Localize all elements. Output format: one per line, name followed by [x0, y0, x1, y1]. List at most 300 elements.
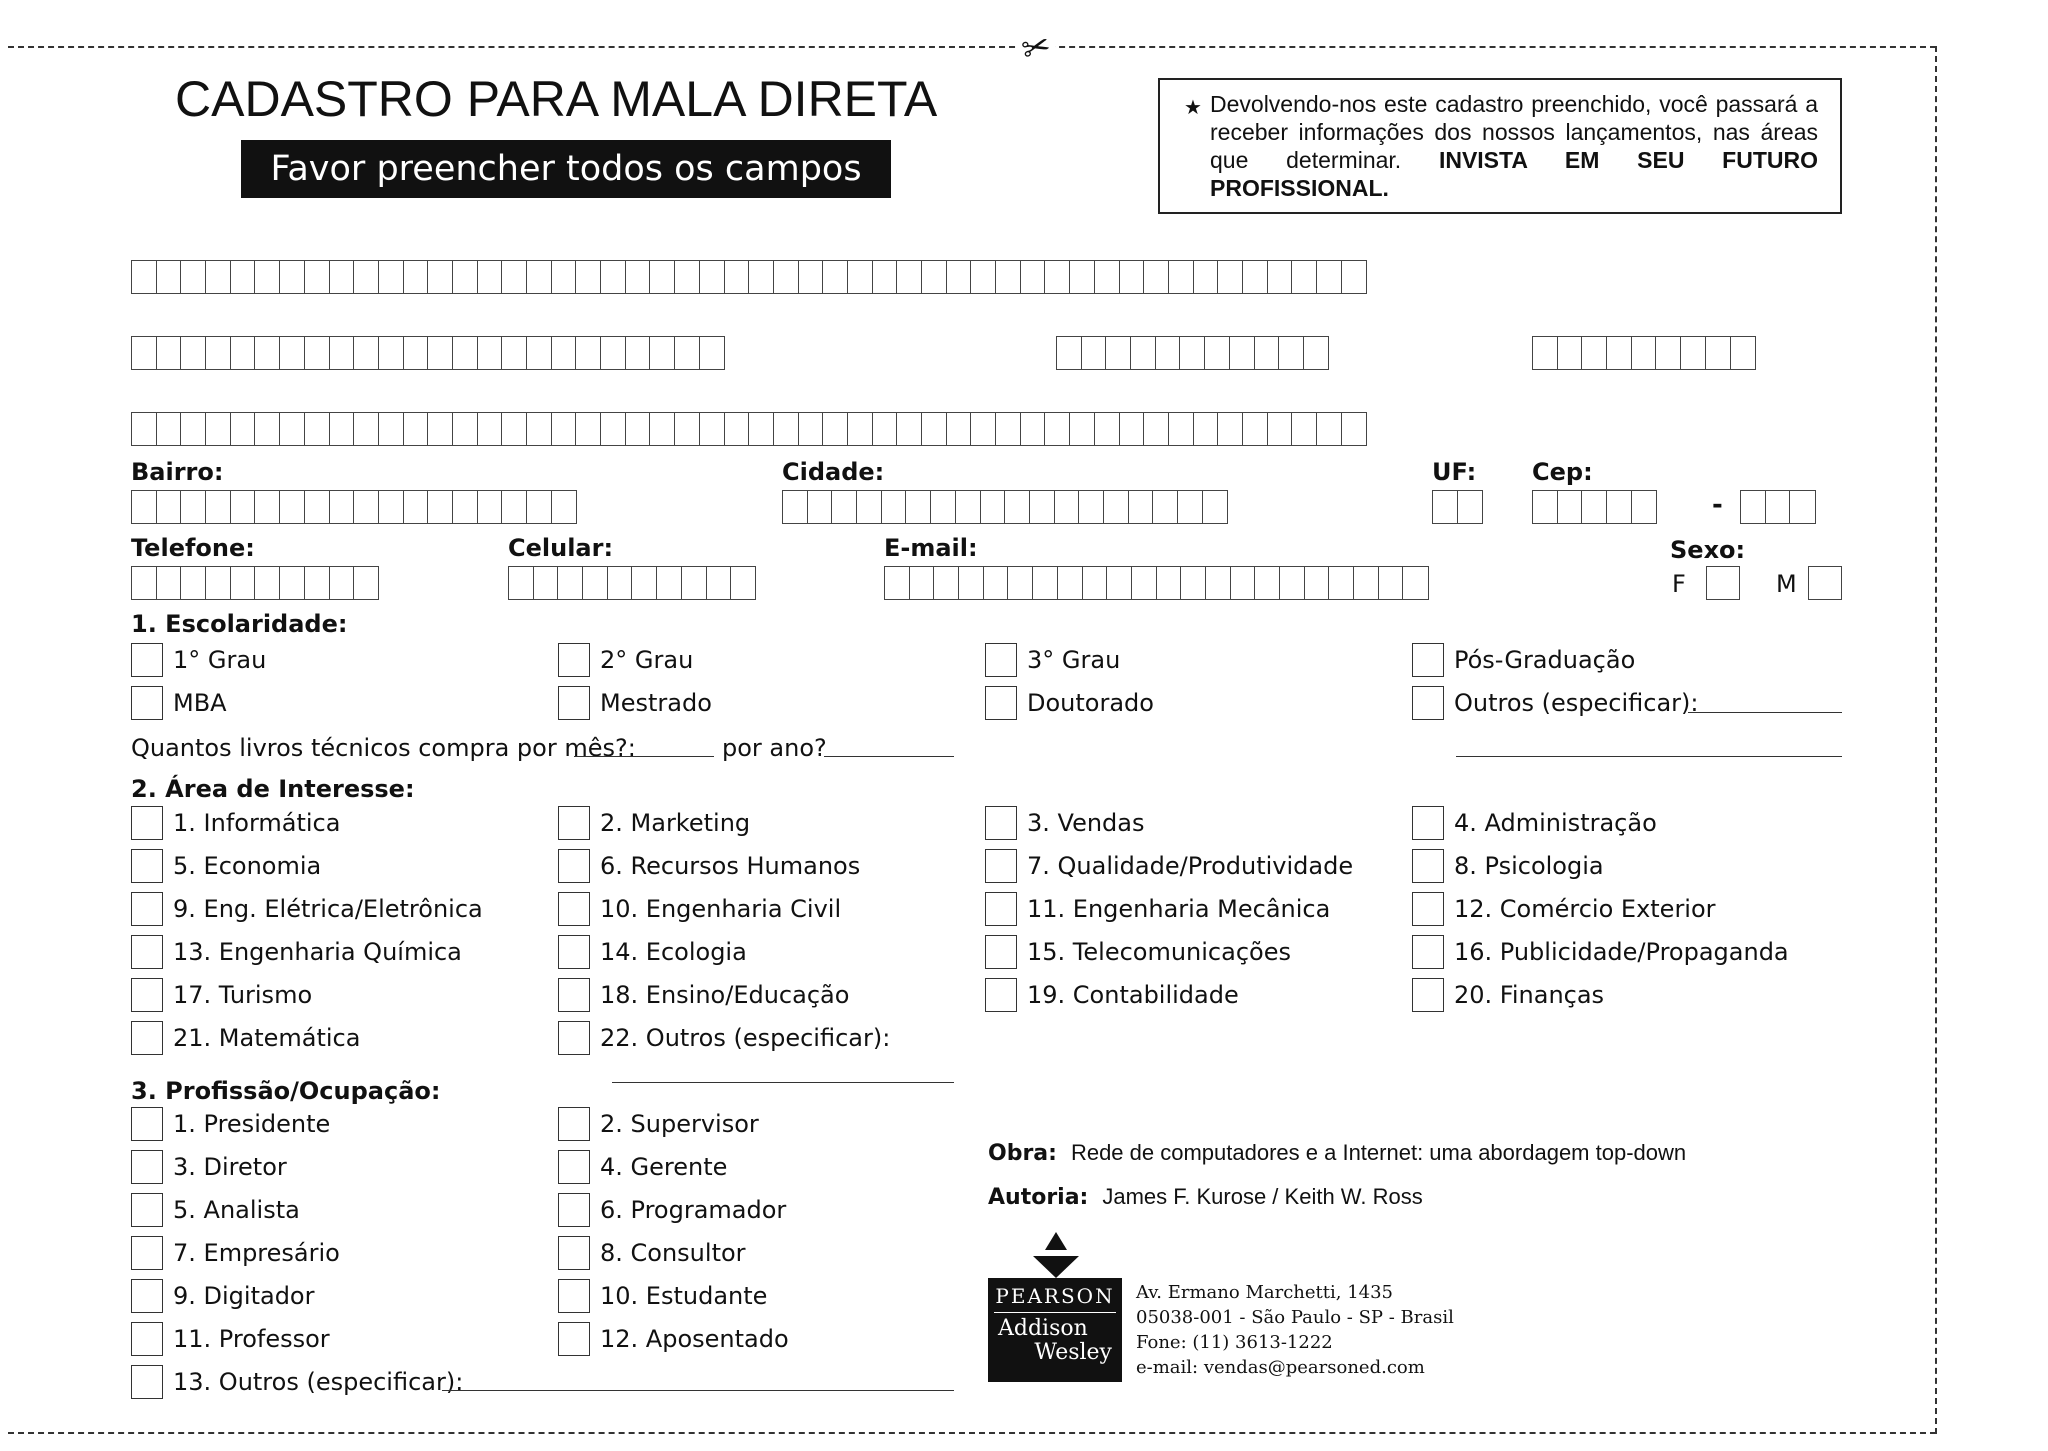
character-cell[interactable]	[279, 260, 305, 294]
character-cell[interactable]	[501, 412, 527, 446]
character-cell[interactable]	[649, 336, 675, 370]
character-cell[interactable]	[1808, 566, 1842, 600]
character-cell[interactable]	[1152, 490, 1178, 524]
checkbox[interactable]	[131, 643, 163, 677]
character-cell[interactable]	[881, 490, 907, 524]
character-cell[interactable]	[205, 566, 231, 600]
character-cell[interactable]	[1378, 566, 1404, 600]
character-cell[interactable]	[230, 260, 256, 294]
profissao-option[interactable]	[131, 1150, 287, 1184]
area-interesse-option[interactable]	[558, 892, 841, 926]
character-cell[interactable]	[958, 566, 984, 600]
character-cell[interactable]	[1328, 566, 1354, 600]
character-cell[interactable]	[180, 490, 206, 524]
checkbox[interactable]	[1412, 935, 1444, 969]
character-cell[interactable]	[1217, 260, 1243, 294]
profissao-option[interactable]	[131, 1107, 330, 1141]
sexo-m-checkbox[interactable]	[1808, 566, 1841, 600]
character-cell[interactable]	[1557, 490, 1583, 524]
address-field[interactable]	[131, 336, 724, 370]
character-cell[interactable]	[1353, 566, 1379, 600]
sexo-f-checkbox[interactable]	[1706, 566, 1739, 600]
character-cell[interactable]	[254, 412, 280, 446]
character-cell[interactable]	[1341, 412, 1367, 446]
character-cell[interactable]	[156, 490, 182, 524]
character-cell[interactable]	[1155, 336, 1181, 370]
character-cell[interactable]	[329, 566, 355, 600]
character-cell[interactable]	[1143, 260, 1169, 294]
checkbox[interactable]	[131, 892, 163, 926]
checkbox[interactable]	[1412, 806, 1444, 840]
area-interesse-option[interactable]	[131, 849, 321, 883]
character-cell[interactable]	[156, 260, 182, 294]
books-year-line[interactable]	[824, 756, 954, 757]
character-cell[interactable]	[921, 260, 947, 294]
character-cell[interactable]	[773, 260, 799, 294]
character-cell[interactable]	[205, 490, 231, 524]
character-cell[interactable]	[798, 260, 824, 294]
character-cell[interactable]	[955, 490, 981, 524]
character-cell[interactable]	[1304, 566, 1330, 600]
character-cell[interactable]	[477, 490, 503, 524]
character-cell[interactable]	[699, 336, 725, 370]
character-cell[interactable]	[551, 336, 577, 370]
character-cell[interactable]	[1202, 490, 1228, 524]
character-cell[interactable]	[1789, 490, 1815, 524]
bairro-field[interactable]	[131, 490, 575, 524]
character-cell[interactable]	[600, 260, 626, 294]
checkbox[interactable]	[131, 1236, 163, 1270]
character-cell[interactable]	[1168, 412, 1194, 446]
character-cell[interactable]	[427, 490, 453, 524]
character-cell[interactable]	[378, 336, 404, 370]
character-cell[interactable]	[1032, 566, 1058, 600]
character-cell[interactable]	[1581, 336, 1607, 370]
checkbox[interactable]	[558, 1236, 590, 1270]
checkbox[interactable]	[131, 1107, 163, 1141]
character-cell[interactable]	[1316, 260, 1342, 294]
character-cell[interactable]	[1044, 412, 1070, 446]
checkbox[interactable]	[1412, 892, 1444, 926]
checkbox[interactable]	[558, 643, 590, 677]
character-cell[interactable]	[1267, 412, 1293, 446]
character-cell[interactable]	[156, 412, 182, 446]
escolaridade-option[interactable]	[131, 686, 227, 720]
character-cell[interactable]	[1230, 566, 1256, 600]
character-cell[interactable]	[353, 566, 379, 600]
character-cell[interactable]	[427, 336, 453, 370]
character-cell[interactable]	[748, 260, 774, 294]
character-cell[interactable]	[1069, 412, 1095, 446]
telefone-field[interactable]	[131, 566, 378, 600]
area-interesse-option[interactable]	[558, 935, 747, 969]
character-cell[interactable]	[1069, 260, 1095, 294]
character-cell[interactable]	[970, 412, 996, 446]
character-cell[interactable]	[1606, 336, 1632, 370]
character-cell[interactable]	[501, 260, 527, 294]
checkbox[interactable]	[558, 892, 590, 926]
character-cell[interactable]	[254, 566, 280, 600]
character-cell[interactable]	[847, 412, 873, 446]
character-cell[interactable]	[254, 260, 280, 294]
character-cell[interactable]	[526, 336, 552, 370]
character-cell[interactable]	[254, 490, 280, 524]
character-cell[interactable]	[748, 412, 774, 446]
character-cell[interactable]	[526, 260, 552, 294]
checkbox[interactable]	[558, 1322, 590, 1356]
area-interesse-option[interactable]	[985, 892, 1330, 926]
character-cell[interactable]	[230, 336, 256, 370]
profissao-option[interactable]	[558, 1279, 767, 1313]
character-cell[interactable]	[329, 336, 355, 370]
character-cell[interactable]	[230, 566, 256, 600]
outros-specify-line[interactable]	[1688, 712, 1842, 713]
character-cell[interactable]	[304, 260, 330, 294]
character-cell[interactable]	[1631, 336, 1657, 370]
character-cell[interactable]	[403, 412, 429, 446]
character-cell[interactable]	[1103, 490, 1129, 524]
character-cell[interactable]	[1106, 566, 1132, 600]
character-cell[interactable]	[995, 260, 1021, 294]
area-interesse-option[interactable]	[131, 935, 462, 969]
area-outros-line[interactable]	[612, 1082, 954, 1083]
character-cell[interactable]	[378, 490, 404, 524]
checkbox[interactable]	[1412, 643, 1444, 677]
character-cell[interactable]	[773, 412, 799, 446]
character-cell[interactable]	[403, 490, 429, 524]
character-cell[interactable]	[884, 566, 910, 600]
character-cell[interactable]	[856, 490, 882, 524]
character-cell[interactable]	[180, 260, 206, 294]
character-cell[interactable]	[847, 260, 873, 294]
area-interesse-option[interactable]	[1412, 935, 1789, 969]
character-cell[interactable]	[921, 412, 947, 446]
character-cell[interactable]	[1168, 260, 1194, 294]
checkbox[interactable]	[985, 849, 1017, 883]
escolaridade-option[interactable]	[558, 686, 712, 720]
character-cell[interactable]	[699, 412, 725, 446]
escolaridade-option[interactable]	[985, 643, 1120, 677]
escolaridade-option[interactable]	[1412, 686, 1699, 720]
checkbox[interactable]	[1412, 849, 1444, 883]
number-field[interactable]	[1056, 336, 1328, 370]
character-cell[interactable]	[930, 490, 956, 524]
checkbox[interactable]	[131, 1021, 163, 1055]
character-cell[interactable]	[872, 412, 898, 446]
character-cell[interactable]	[600, 336, 626, 370]
character-cell[interactable]	[1242, 260, 1268, 294]
character-cell[interactable]	[1204, 336, 1230, 370]
character-cell[interactable]	[1655, 336, 1681, 370]
character-cell[interactable]	[1082, 566, 1108, 600]
character-cell[interactable]	[909, 566, 935, 600]
profissao-option[interactable]	[558, 1193, 786, 1227]
character-cell[interactable]	[649, 260, 675, 294]
checkbox[interactable]	[985, 935, 1017, 969]
character-cell[interactable]	[304, 412, 330, 446]
character-cell[interactable]	[551, 490, 577, 524]
character-cell[interactable]	[427, 412, 453, 446]
checkbox[interactable]	[985, 643, 1017, 677]
character-cell[interactable]	[575, 260, 601, 294]
character-cell[interactable]	[1119, 260, 1145, 294]
checkbox[interactable]	[131, 1365, 163, 1399]
character-cell[interactable]	[452, 412, 478, 446]
checkbox[interactable]	[1412, 978, 1444, 1012]
checkbox[interactable]	[131, 935, 163, 969]
checkbox[interactable]	[1412, 686, 1444, 720]
character-cell[interactable]	[798, 412, 824, 446]
character-cell[interactable]	[933, 566, 959, 600]
checkbox[interactable]	[558, 1193, 590, 1227]
character-cell[interactable]	[724, 412, 750, 446]
checkbox[interactable]	[131, 849, 163, 883]
character-cell[interactable]	[501, 336, 527, 370]
character-cell[interactable]	[131, 260, 157, 294]
area-interesse-option[interactable]	[985, 806, 1145, 840]
character-cell[interactable]	[1254, 566, 1280, 600]
character-cell[interactable]	[1557, 336, 1583, 370]
character-cell[interactable]	[1278, 336, 1304, 370]
profissao-option[interactable]	[558, 1322, 789, 1356]
escolaridade-option[interactable]	[558, 643, 693, 677]
character-cell[interactable]	[1131, 566, 1157, 600]
books-month-line[interactable]	[574, 756, 714, 757]
character-cell[interactable]	[1631, 490, 1657, 524]
character-cell[interactable]	[983, 566, 1009, 600]
area-interesse-option[interactable]	[558, 849, 860, 883]
cidade-field[interactable]	[782, 490, 1226, 524]
character-cell[interactable]	[822, 412, 848, 446]
complement-field[interactable]	[1532, 336, 1754, 370]
area-interesse-option[interactable]	[558, 806, 750, 840]
character-cell[interactable]	[205, 336, 231, 370]
area-interesse-option[interactable]	[131, 978, 312, 1012]
area-interesse-option[interactable]	[558, 1021, 890, 1055]
character-cell[interactable]	[477, 260, 503, 294]
character-cell[interactable]	[131, 336, 157, 370]
character-cell[interactable]	[551, 412, 577, 446]
character-cell[interactable]	[1267, 260, 1293, 294]
character-cell[interactable]	[822, 260, 848, 294]
character-cell[interactable]	[1130, 336, 1156, 370]
character-cell[interactable]	[353, 260, 379, 294]
character-cell[interactable]	[1004, 490, 1030, 524]
checkbox[interactable]	[985, 806, 1017, 840]
character-cell[interactable]	[1254, 336, 1280, 370]
character-cell[interactable]	[205, 260, 231, 294]
profissao-outros-line[interactable]	[442, 1390, 954, 1391]
character-cell[interactable]	[1706, 566, 1740, 600]
profissao-option[interactable]	[558, 1150, 727, 1184]
checkbox[interactable]	[985, 686, 1017, 720]
character-cell[interactable]	[1020, 260, 1046, 294]
character-cell[interactable]	[156, 336, 182, 370]
character-cell[interactable]	[230, 412, 256, 446]
area-interesse-option[interactable]	[131, 1021, 360, 1055]
profissao-option[interactable]	[558, 1107, 759, 1141]
character-cell[interactable]	[1291, 412, 1317, 446]
character-cell[interactable]	[1179, 336, 1205, 370]
character-cell[interactable]	[674, 336, 700, 370]
character-cell[interactable]	[1606, 490, 1632, 524]
character-cell[interactable]	[1217, 412, 1243, 446]
character-cell[interactable]	[279, 566, 305, 600]
character-cell[interactable]	[353, 490, 379, 524]
character-cell[interactable]	[279, 412, 305, 446]
character-cell[interactable]	[1303, 336, 1329, 370]
character-cell[interactable]	[674, 412, 700, 446]
character-cell[interactable]	[782, 490, 808, 524]
character-cell[interactable]	[1094, 412, 1120, 446]
area-interesse-option[interactable]	[985, 935, 1291, 969]
area-interesse-option[interactable]	[1412, 978, 1604, 1012]
character-cell[interactable]	[329, 260, 355, 294]
character-cell[interactable]	[807, 490, 833, 524]
character-cell[interactable]	[1119, 412, 1145, 446]
email-field[interactable]	[884, 566, 1427, 600]
profissao-option[interactable]	[131, 1365, 463, 1399]
character-cell[interactable]	[1291, 260, 1317, 294]
character-cell[interactable]	[1044, 260, 1070, 294]
character-cell[interactable]	[1532, 336, 1558, 370]
character-cell[interactable]	[1105, 336, 1131, 370]
character-cell[interactable]	[477, 336, 503, 370]
checkbox[interactable]	[131, 806, 163, 840]
character-cell[interactable]	[1705, 336, 1731, 370]
character-cell[interactable]	[452, 490, 478, 524]
character-cell[interactable]	[1094, 260, 1120, 294]
outros-specify-line-2[interactable]	[1456, 756, 1842, 757]
profissao-option[interactable]	[131, 1279, 314, 1313]
character-cell[interactable]	[625, 336, 651, 370]
checkbox[interactable]	[131, 686, 163, 720]
character-cell[interactable]	[905, 490, 931, 524]
character-cell[interactable]	[230, 490, 256, 524]
character-cell[interactable]	[730, 566, 756, 600]
character-cell[interactable]	[1007, 566, 1033, 600]
character-cell[interactable]	[1402, 566, 1428, 600]
address-line-2-field[interactable]	[131, 412, 1365, 446]
escolaridade-option[interactable]	[1412, 643, 1635, 677]
character-cell[interactable]	[403, 260, 429, 294]
character-cell[interactable]	[970, 260, 996, 294]
checkbox[interactable]	[558, 978, 590, 1012]
character-cell[interactable]	[131, 490, 157, 524]
cep-field[interactable]	[1532, 490, 1655, 524]
character-cell[interactable]	[452, 336, 478, 370]
escolaridade-option[interactable]	[131, 643, 266, 677]
character-cell[interactable]	[526, 412, 552, 446]
character-cell[interactable]	[575, 336, 601, 370]
checkbox[interactable]	[558, 1021, 590, 1055]
character-cell[interactable]	[526, 490, 552, 524]
character-cell[interactable]	[557, 566, 583, 600]
character-cell[interactable]	[600, 412, 626, 446]
checkbox[interactable]	[131, 1279, 163, 1313]
character-cell[interactable]	[1177, 490, 1203, 524]
character-cell[interactable]	[1128, 490, 1154, 524]
character-cell[interactable]	[304, 490, 330, 524]
character-cell[interactable]	[304, 566, 330, 600]
area-interesse-option[interactable]	[1412, 892, 1716, 926]
checkbox[interactable]	[558, 1107, 590, 1141]
character-cell[interactable]	[378, 260, 404, 294]
character-cell[interactable]	[1057, 566, 1083, 600]
character-cell[interactable]	[1054, 490, 1080, 524]
character-cell[interactable]	[575, 412, 601, 446]
character-cell[interactable]	[1180, 566, 1206, 600]
character-cell[interactable]	[1432, 490, 1458, 524]
character-cell[interactable]	[1081, 336, 1107, 370]
profissao-option[interactable]	[131, 1236, 340, 1270]
character-cell[interactable]	[1341, 260, 1367, 294]
profissao-option[interactable]	[131, 1193, 300, 1227]
area-interesse-option[interactable]	[1412, 806, 1657, 840]
character-cell[interactable]	[205, 412, 231, 446]
character-cell[interactable]	[582, 566, 608, 600]
checkbox[interactable]	[558, 849, 590, 883]
escolaridade-option[interactable]	[985, 686, 1154, 720]
character-cell[interactable]	[896, 412, 922, 446]
name-field[interactable]	[131, 260, 1365, 294]
character-cell[interactable]	[1078, 490, 1104, 524]
area-interesse-option[interactable]	[131, 806, 340, 840]
character-cell[interactable]	[625, 412, 651, 446]
checkbox[interactable]	[985, 892, 1017, 926]
checkbox[interactable]	[131, 1193, 163, 1227]
character-cell[interactable]	[1765, 490, 1791, 524]
character-cell[interactable]	[674, 260, 700, 294]
character-cell[interactable]	[1316, 412, 1342, 446]
checkbox[interactable]	[558, 935, 590, 969]
character-cell[interactable]	[279, 336, 305, 370]
uf-field[interactable]	[1432, 490, 1481, 524]
character-cell[interactable]	[279, 490, 305, 524]
checkbox[interactable]	[558, 1279, 590, 1313]
area-interesse-option[interactable]	[985, 849, 1353, 883]
character-cell[interactable]	[378, 412, 404, 446]
area-interesse-option[interactable]	[558, 978, 849, 1012]
character-cell[interactable]	[180, 412, 206, 446]
character-cell[interactable]	[131, 566, 157, 600]
character-cell[interactable]	[329, 490, 355, 524]
checkbox[interactable]	[131, 978, 163, 1012]
character-cell[interactable]	[1056, 336, 1082, 370]
checkbox[interactable]	[558, 806, 590, 840]
character-cell[interactable]	[1229, 336, 1255, 370]
character-cell[interactable]	[156, 566, 182, 600]
character-cell[interactable]	[995, 412, 1021, 446]
character-cell[interactable]	[706, 566, 732, 600]
character-cell[interactable]	[131, 412, 157, 446]
character-cell[interactable]	[180, 566, 206, 600]
character-cell[interactable]	[254, 336, 280, 370]
character-cell[interactable]	[551, 260, 577, 294]
character-cell[interactable]	[304, 336, 330, 370]
character-cell[interactable]	[946, 412, 972, 446]
character-cell[interactable]	[353, 412, 379, 446]
character-cell[interactable]	[477, 412, 503, 446]
character-cell[interactable]	[1279, 566, 1305, 600]
character-cell[interactable]	[1730, 336, 1756, 370]
profissao-option[interactable]	[131, 1322, 330, 1356]
character-cell[interactable]	[1457, 490, 1483, 524]
character-cell[interactable]	[699, 260, 725, 294]
character-cell[interactable]	[533, 566, 559, 600]
character-cell[interactable]	[1740, 490, 1766, 524]
character-cell[interactable]	[1193, 260, 1219, 294]
